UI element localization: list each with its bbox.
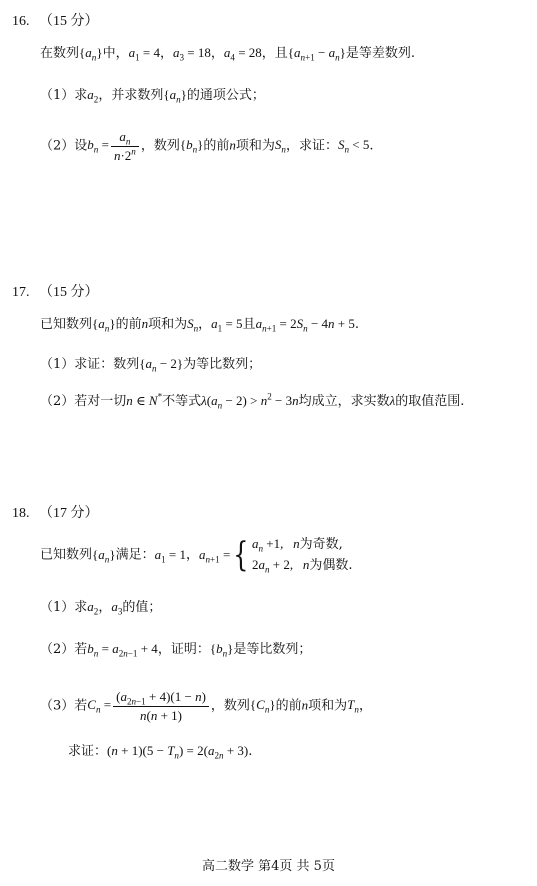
q17-part1 <box>40 355 261 374</box>
text: 求证： <box>68 744 108 759</box>
text: 满足： <box>115 547 155 563</box>
math-an-set: $\{a_n\}$ <box>163 87 187 105</box>
math-lambda: λ <box>389 393 396 408</box>
q17-part2 <box>40 392 464 411</box>
text: 在数列 <box>40 46 80 61</box>
math-Cn-def: $C_n$ = $\frac{(a_{2n-1} + 4)(1 - n)}{n(n + 1)}$ <box>87 697 211 712</box>
text: ，求证： <box>285 138 338 154</box>
part-label: （1） <box>40 357 75 372</box>
math-bn-set: $\{b_n\}$ <box>209 641 234 659</box>
question-18-header <box>12 502 99 522</box>
text: . <box>354 317 360 332</box>
text: 若 <box>74 642 88 657</box>
text: 的值； <box>122 600 162 615</box>
text: 项和为 <box>235 138 275 154</box>
question-number: 18. <box>12 506 30 521</box>
math-bn-set: $\{b_n\}$ <box>179 137 204 156</box>
text: 的前 <box>275 698 302 714</box>
case-even: $2a_n + 2$, n为偶数. <box>251 557 353 575</box>
q18-part2 <box>40 640 311 659</box>
text: ，数列 <box>140 138 180 154</box>
part-label: （2） <box>40 642 75 657</box>
math-prove-identity: $(n + 1)(5 - T_n) = 2(a_{2n} + 3)$ <box>107 743 249 761</box>
text: 项和为 <box>148 317 188 332</box>
question-score: （17 分） <box>39 506 99 521</box>
text: 项和为 <box>308 698 348 714</box>
text: 均成立，求实数 <box>298 394 390 409</box>
text: 的通项公式； <box>186 88 265 103</box>
text: ， <box>358 698 372 714</box>
question-16-header <box>12 10 99 30</box>
math-Sn: $S_n$ <box>274 137 286 156</box>
math-a2: $a_2$ <box>87 599 99 617</box>
question-score: （15 分） <box>39 285 99 300</box>
case-odd: $a_n +1$, n为奇数, <box>251 536 343 554</box>
math-a1: $a_1 = 4$ <box>128 45 160 63</box>
math-Sn: $S_n$ <box>187 316 199 334</box>
text: 已知数列 <box>40 547 93 563</box>
question-number: 16. <box>12 14 30 29</box>
text: 求 <box>74 88 88 103</box>
part-label: （1） <box>40 88 75 103</box>
part-label: （2） <box>40 138 75 154</box>
math-n-in-N: n ∈ N* <box>126 391 163 408</box>
page-footer: 高二数学 第4页 共 5页 <box>202 859 335 874</box>
math-a1: $a_1 = 1$ <box>154 546 186 565</box>
text: . <box>369 138 374 154</box>
text: ， <box>198 317 212 332</box>
text: ， <box>185 547 199 563</box>
text: 的取值范围. <box>395 394 465 409</box>
text: 设 <box>74 138 88 154</box>
piecewise-cases <box>252 534 353 576</box>
question-number: 17. <box>12 285 30 300</box>
text: ，且 <box>261 46 288 61</box>
q18-statement <box>40 534 352 576</box>
math-bn-def: $b_n = a_{2n-1} + 4$ <box>87 641 158 659</box>
question-17-header <box>12 281 99 301</box>
text: 求证：数列 <box>74 357 140 372</box>
math-Sn-lt-5: $S_n < 5$ <box>337 137 370 156</box>
text: ，数列 <box>210 698 250 714</box>
text: ，并求数列 <box>98 88 164 103</box>
math-a3: $a_3 = 18$ <box>172 45 211 63</box>
part-label: （1） <box>40 600 75 615</box>
math-Cn-set: $\{C_n\}$ <box>249 697 276 716</box>
math-n: n <box>141 316 149 331</box>
text: 不等式 <box>162 394 202 409</box>
part-label: （2） <box>40 394 75 409</box>
math-an-set: $\{a_n\}$ <box>79 45 103 63</box>
math-Tn: $T_n$ <box>347 697 359 716</box>
text: 且 <box>242 317 256 332</box>
text: ， <box>98 600 112 615</box>
q18-part3 <box>40 688 372 725</box>
text: . <box>248 744 253 759</box>
text: 若 <box>74 698 88 714</box>
text: 是等差数列. <box>345 46 416 61</box>
text: 的前 <box>115 317 142 332</box>
q16-part2 <box>40 128 374 165</box>
text: 是等比数列； <box>233 642 312 657</box>
math-a3: $a_3$ <box>111 599 123 617</box>
q18-part3-prove <box>68 742 252 761</box>
q16-statement: 在数列$\{a_n\}$中，$a_1 = 4$，$a_3 = 18$，$a_4 = 28$，且$\{a_{n+1} - a_n\}$是等差数列. <box>40 45 416 63</box>
text: 的前 <box>203 138 230 154</box>
math-diff-set: $\{a_{n+1} - a_n\}$ <box>287 45 346 63</box>
math-inequality: $\lambda(a_n - 2) > n^2 - 3n$ <box>201 391 299 411</box>
math-a4: $a_4 = 28$ <box>223 45 262 63</box>
math-piecewise: $a_{n+1}$ = <box>198 546 231 565</box>
text: 求 <box>74 600 88 615</box>
math-an-set: $\{a_n\}$ <box>92 316 116 334</box>
brace-icon: { <box>233 535 249 575</box>
math-an-minus-2-set: $\{a_n - 2\}$ <box>139 356 184 374</box>
math-recurrence: $a_{n+1} = 2S_n - 4n + 5$ <box>255 316 355 334</box>
q18-part1 <box>40 598 161 617</box>
math-a1: $a_1 = 5$ <box>211 316 243 334</box>
math-bn-def: $b_n$ = $\frac{a_n}{n\cdot 2^n}$ <box>87 137 141 152</box>
text: 已知数列 <box>40 317 93 332</box>
math-n: n <box>229 137 236 153</box>
math-n: n <box>301 697 309 713</box>
part-label: （3） <box>40 698 75 714</box>
question-score: （15 分） <box>39 14 99 29</box>
q17-statement <box>40 315 359 334</box>
math-a2: $a_2$ <box>87 87 99 105</box>
text: 若对一切 <box>74 394 127 409</box>
text: 为等比数列； <box>183 357 262 372</box>
text: 中， <box>102 46 129 61</box>
q16-part1 <box>40 86 265 105</box>
text: ，证明： <box>157 642 210 657</box>
math-an-set: $\{a_n\}$ <box>92 546 116 565</box>
